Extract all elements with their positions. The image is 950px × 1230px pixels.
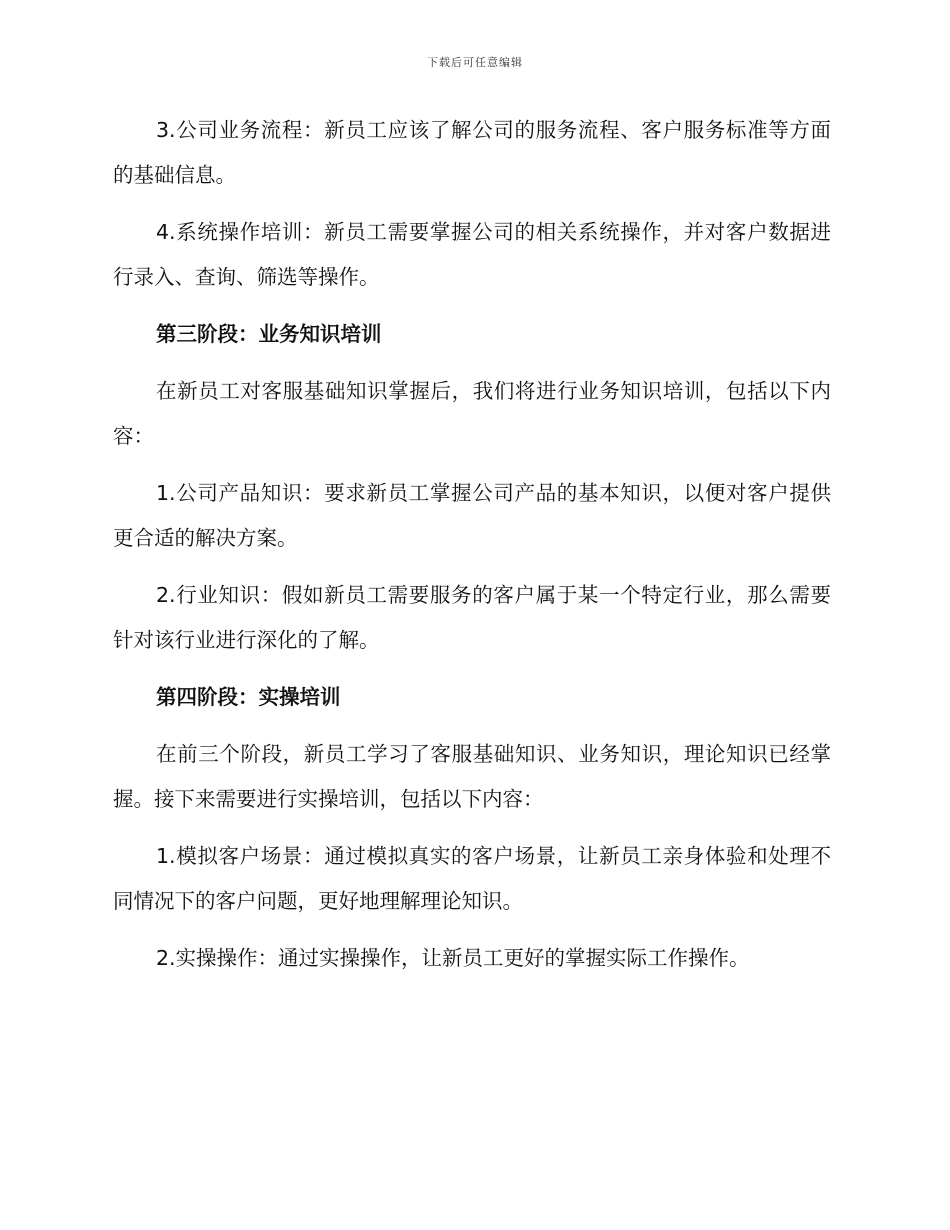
page-header: 下载后可任意编辑 <box>427 56 523 69</box>
paragraph-simulated-scenarios: 1.模拟客户场景：通过模拟真实的客户场景，让新员工亲身体验和处理不同情况下的客户问题，更好地理解理论知识。 <box>113 844 831 913</box>
document-body <box>113 108 831 993</box>
paragraph-stage-three-intro: 在新员工对客服基础知识掌握后，我们将进行业务知识培训，包括以下内容： <box>113 379 831 448</box>
paragraph-stage-four-intro: 在前三个阶段，新员工学习了客服基础知识、业务知识，理论知识已经掌握。接下来需要进行实操培训，包括以下内容： <box>113 742 831 811</box>
paragraph-industry-knowledge: 2.行业知识：假如新员工需要服务的客户属于某一个特定行业，那么需要针对该行业进行深化的了解。 <box>113 583 831 652</box>
paragraph-system-training: 4.系统操作培训：新员工需要掌握公司的相关系统操作，并对客户数据进行录入、查询、筛选等操作。 <box>113 220 831 289</box>
section-heading-stage-four: 第四阶段：实操培训 <box>156 685 341 709</box>
paragraph-product-knowledge: 1.公司产品知识：要求新员工掌握公司产品的基本知识，以便对客户提供更合适的解决方案。 <box>113 481 831 550</box>
paragraph-practical-operation: 2.实操操作：通过实操操作，让新员工更好的掌握实际工作操作。 <box>156 946 750 970</box>
paragraph-business-process: 3.公司业务流程：新员工应该了解公司的服务流程、客户服务标准等方面的基础信息。 <box>113 118 831 187</box>
section-heading-stage-three: 第三阶段：业务知识培训 <box>156 322 382 346</box>
